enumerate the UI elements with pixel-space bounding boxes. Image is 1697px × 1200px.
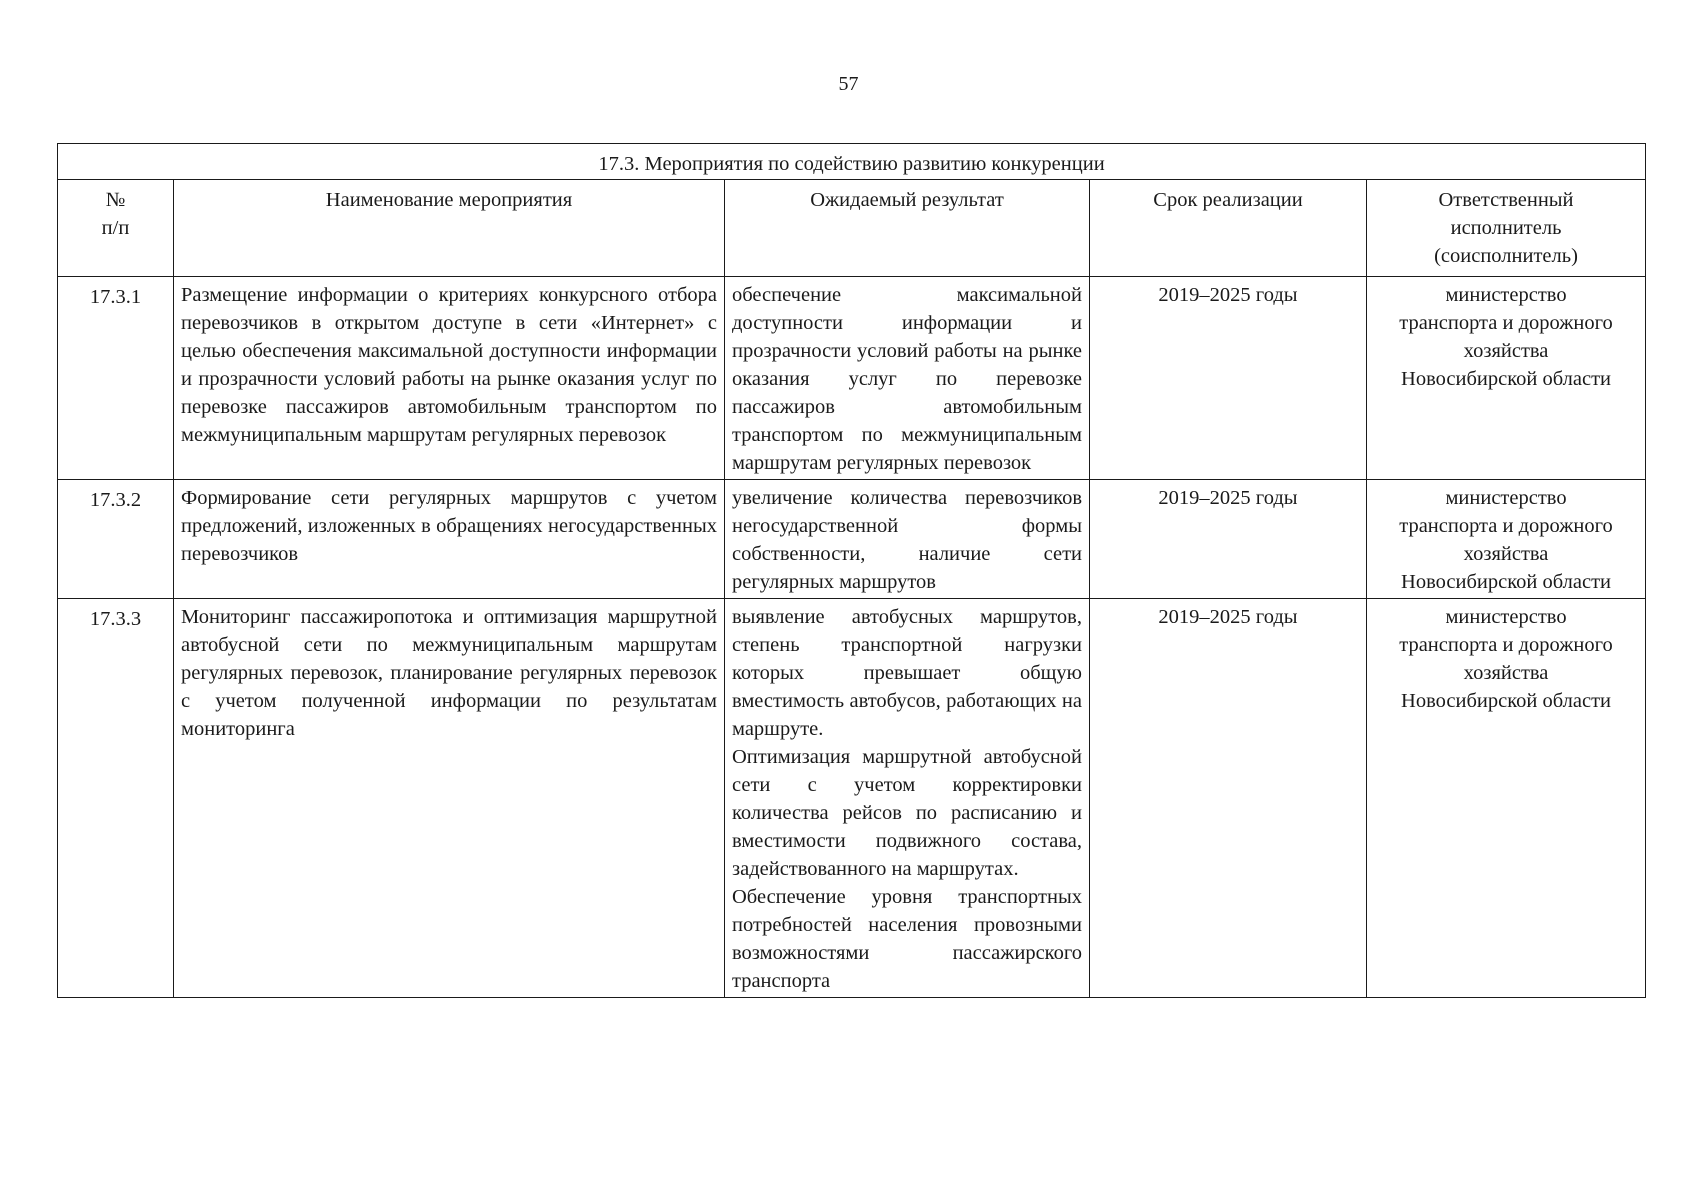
header-resp-line1: Ответственный [1438,189,1574,211]
measure-name: Формирование сети регулярных маршрутов с учетом предложений, изложенных в обращениях негосударственных перевозчиков [174,480,725,599]
table-row [58,277,1646,480]
responsible-line: транспорта и дорожного [1399,634,1613,656]
measures-table [57,143,1646,998]
implementation-term: 2019–2025 годы [1090,480,1367,599]
result-paragraph: Обеспечение уровня транспортных потребностей населения провозными возможностями пассажирского транспорта [732,886,1082,992]
expected-result: увеличение количества перевозчиков негосударственной формы собственности, наличие сети регулярных маршрутов [725,480,1090,599]
result-paragraph: Оптимизация маршрутной автобусной сети с учетом корректировки количества рейсов по расписанию и вместимости подвижного состава, задействованного на маршрутах. [732,746,1082,880]
measure-name: Мониторинг пассажиропотока и оптимизация маршрутной автобусной сети по межмуниципальным маршрутам регулярных перевозок, планирование регулярных перевозок с учетом полученной информации по результатам мониторинга [174,599,725,998]
responsible-line: Новосибирской области [1401,571,1611,593]
header-result: Ожидаемый результат [725,180,1090,277]
header-resp-line2: исполнитель [1450,217,1562,239]
responsible-line: министерство [1445,606,1567,628]
result-paragraph: выявление автобусных маршрутов, степень транспортной нагрузки которых превышает общую вместимость автобусов, работающих на маршруте. [732,606,1082,740]
responsible-executor [1367,599,1646,998]
responsible-line: хозяйства [1463,543,1549,565]
header-num-line2: п/п [101,217,130,239]
header-term: Срок реализации [1090,180,1367,277]
responsible-line: транспорта и дорожного [1399,312,1613,334]
row-number: 17.3.1 [58,277,174,480]
table-row [58,480,1646,599]
expected-result: обеспечение максимальной доступности информации и прозрачности условий работы на рынке оказания услуг по перевозке пассажиров автомобильным транспортом по межмуниципальным маршрутам регулярных перевозок [725,277,1090,480]
table-row [58,599,1646,998]
header-row [58,180,1646,277]
measure-name: Размещение информации о критериях конкурсного отбора перевозчиков в открытом доступе в сети «Интернет» с целью обеспечения максимальной доступности информации и прозрачности условий работы на рынке оказания услуг по перевозке пассажиров автомобильным транспортом по межмуниципальным маршрутам регулярных перевозок [174,277,725,480]
responsible-line: транспорта и дорожного [1399,515,1613,537]
responsible-line: хозяйства [1463,662,1549,684]
header-num [58,180,174,277]
responsible-line: Новосибирской области [1401,368,1611,390]
responsible-line: Новосибирской области [1401,690,1611,712]
section-title-row [58,144,1646,180]
implementation-term: 2019–2025 годы [1090,277,1367,480]
header-responsible [1367,180,1646,277]
expected-result [725,599,1090,998]
section-title: 17.3. Мероприятия по содействию развитию конкуренции [58,144,1646,180]
responsible-line: министерство [1445,284,1567,306]
page-number: 57 [838,73,859,95]
header-name: Наименование мероприятия [174,180,725,277]
responsible-executor [1367,277,1646,480]
responsible-line: министерство [1445,487,1567,509]
row-number: 17.3.2 [58,480,174,599]
responsible-line: хозяйства [1463,340,1549,362]
header-num-line1: № [105,189,126,211]
implementation-term: 2019–2025 годы [1090,599,1367,998]
row-number: 17.3.3 [58,599,174,998]
header-resp-line3: (соисполнитель) [1434,245,1578,267]
responsible-executor [1367,480,1646,599]
